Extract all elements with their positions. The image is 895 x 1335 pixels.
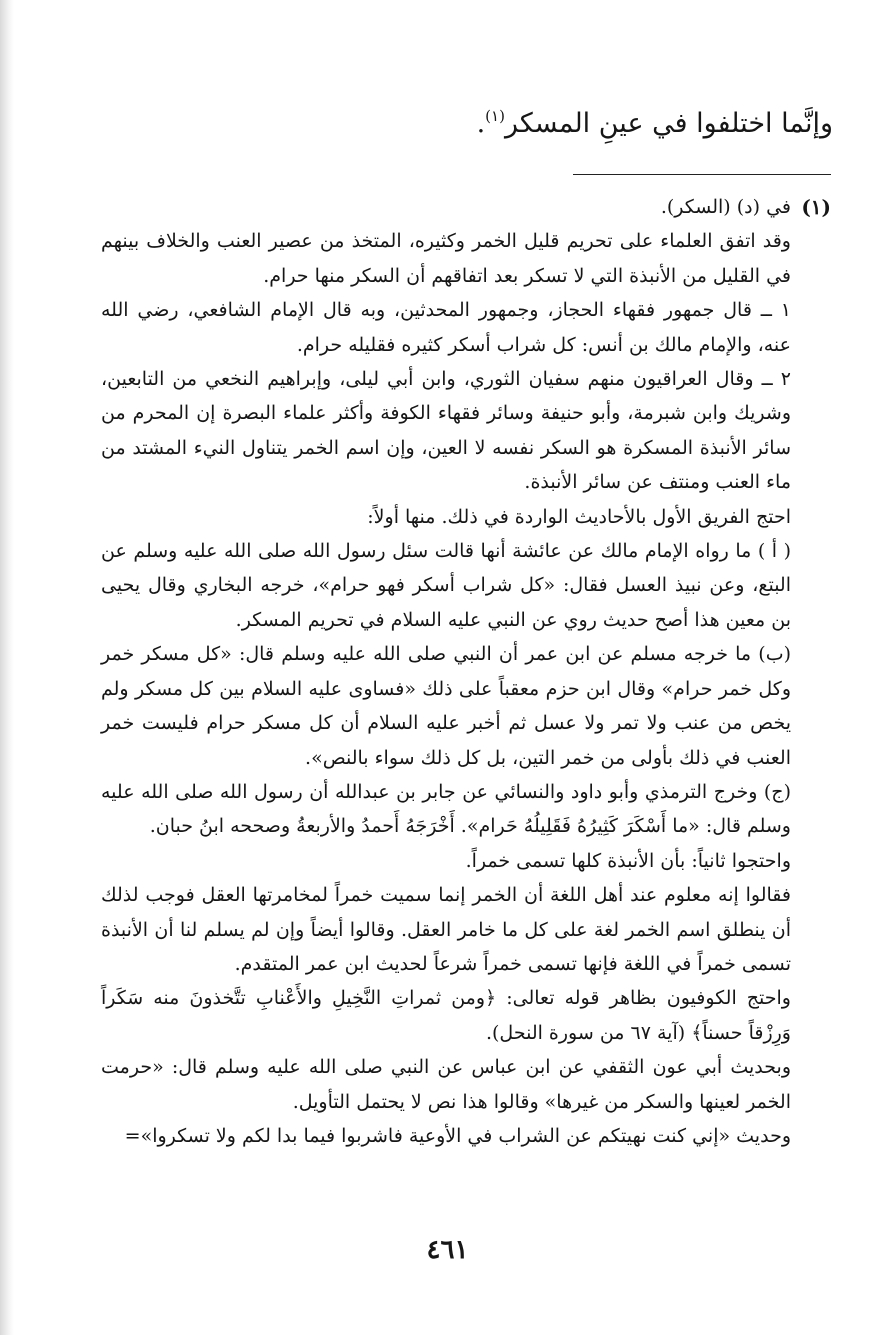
footnote-paragraph: احتج الفريق الأول بالأحاديث الواردة في ذلك. منها أولاً: xyxy=(367,505,791,528)
footnote-paragraph: وبحديث أبي عون الثقفي عن ابن عباس عن النبي صلى الله عليه وسلم قال: «حرمت الخمر لعينها والسكر من غيرها» وقالوا هذا نص لا يحتمل التأويل. xyxy=(101,1056,791,1113)
footnote-paragraph: (ج) وخرج الترمذي وأبو داود والنسائي عن جابر بن عبدالله أن رسول الله صلى الله عليه وسلم قال: «ما أَسْكَرَ كَثِيرُهُ فَقَلِيلُهُ حَرام». أَخْرَجَهُ أَحمدُ والأربعةُ وصححه ابنُ حبان. xyxy=(101,780,791,838)
footnote-separator xyxy=(573,174,831,175)
footnote-paragraph: وقد اتفق العلماء على تحريم قليل الخمر وكثيره، المتخذ من عصير العنب والخلاف بينهم في القليل من الأنبذة التي لا تسكر بعد اتفاقهم أن السكر منها حرام. xyxy=(101,230,791,287)
scan-edge-shadow xyxy=(0,0,14,1335)
main-text xyxy=(477,96,833,144)
footnote-paragraph: في (د) (السكر). xyxy=(660,196,791,218)
footnote-paragraph: فقالوا إنه معلوم عند أهل اللغة أن الخمر إنما سميت خمراً لمخامرتها العقل فوجب لذلك أن ينطلق اسم الخمر لغة على كل ما خامر العقل. وقالوا أيضاً وإن لم يسلم لنا أن الأنبذة تسمى خمراً في اللغة فإنها تسمى خمراً شرعاً لحديث ابن عمر المتقدم. xyxy=(101,884,791,975)
footnote-paragraph: ١ ــ قال جمهور فقهاء الحجاز، وجمهور المحدثين، وبه قال الإمام الشافعي، رضي الله عنه، والإمام مالك بن أنس: كل شراب أسكر كثيره فقليله حرام. xyxy=(101,299,791,356)
main-text-body: وإنَّما اختلفوا في عينِ المسكر xyxy=(504,108,833,139)
footnote-paragraph: واحتجوا ثانياً: بأن الأنبذة كلها تسمى خمراً. xyxy=(465,849,791,872)
main-text-period: . xyxy=(476,108,486,139)
page-number: ٤٦١ xyxy=(426,1235,469,1265)
footnote-body xyxy=(101,190,791,1153)
footnote-paragraph: وحديث «إني كنت نهيتكم عن الشراب في الأوعية فاشربوا فيما بدا لكم ولا تسكروا»= xyxy=(124,1124,791,1147)
footnote-paragraph: (ب) ما خرجه مسلم عن ابن عمر أن النبي صلى الله عليه وسلم قال: «كل مسكر خمر وكل خمر حرام» وقال ابن حزم معقباً على ذلك «فساوى عليه السلام بين كل مسكر ولم يخص من عنب ولا تمر ولا عسل ثم أخبر عليه السلام أن كل مسكر حرام فليست خمر العنب في ذلك بأولى من خمر التين، بل كل ذلك سواء بالنص». xyxy=(101,643,791,769)
footnote-paragraph: ( أ ) ما رواه الإمام مالك عن عائشة أنها قالت سئل رسول الله صلى الله عليه وسلم عن البتع، وعن نبيذ العسل فقال: «كل شراب أسكر فهو حرام»، خرجه البخاري وقال يحيى بن معين هذا أصح حديث روي عن النبي عليه السلام في تحريم المسكر. xyxy=(101,540,792,631)
footnote-paragraph: ٢ ــ وقال العراقيون منهم سفيان الثوري، وابن أبي ليلى، وإبراهيم النخعي من التابعين، وشريك وابن شبرمة، وأبو حنيفة وسائر فقهاء الكوفة وأكثر علماء البصرة إن المحرم من سائر الأنبذة المسكرة هو السكر نفسه لا العين، وإن اسم الخمر يتناول النيء المشتد من ماء العنب ومنتف عن سائر الأنبذة. xyxy=(101,368,791,494)
footnote-reference: (١) xyxy=(485,107,505,125)
footnote-paragraph: واحتج الكوفيون بظاهر قوله تعالى: ﴿ومن ثمراتِ النَّخِيلِ والأَعْنابِ تتَّخذونَ منه سَكَراً وَرِزْقاً حسناً﴾ (آية ٦٧ من سورة النحل). xyxy=(101,987,791,1044)
footnote-number: (١) xyxy=(801,195,831,219)
